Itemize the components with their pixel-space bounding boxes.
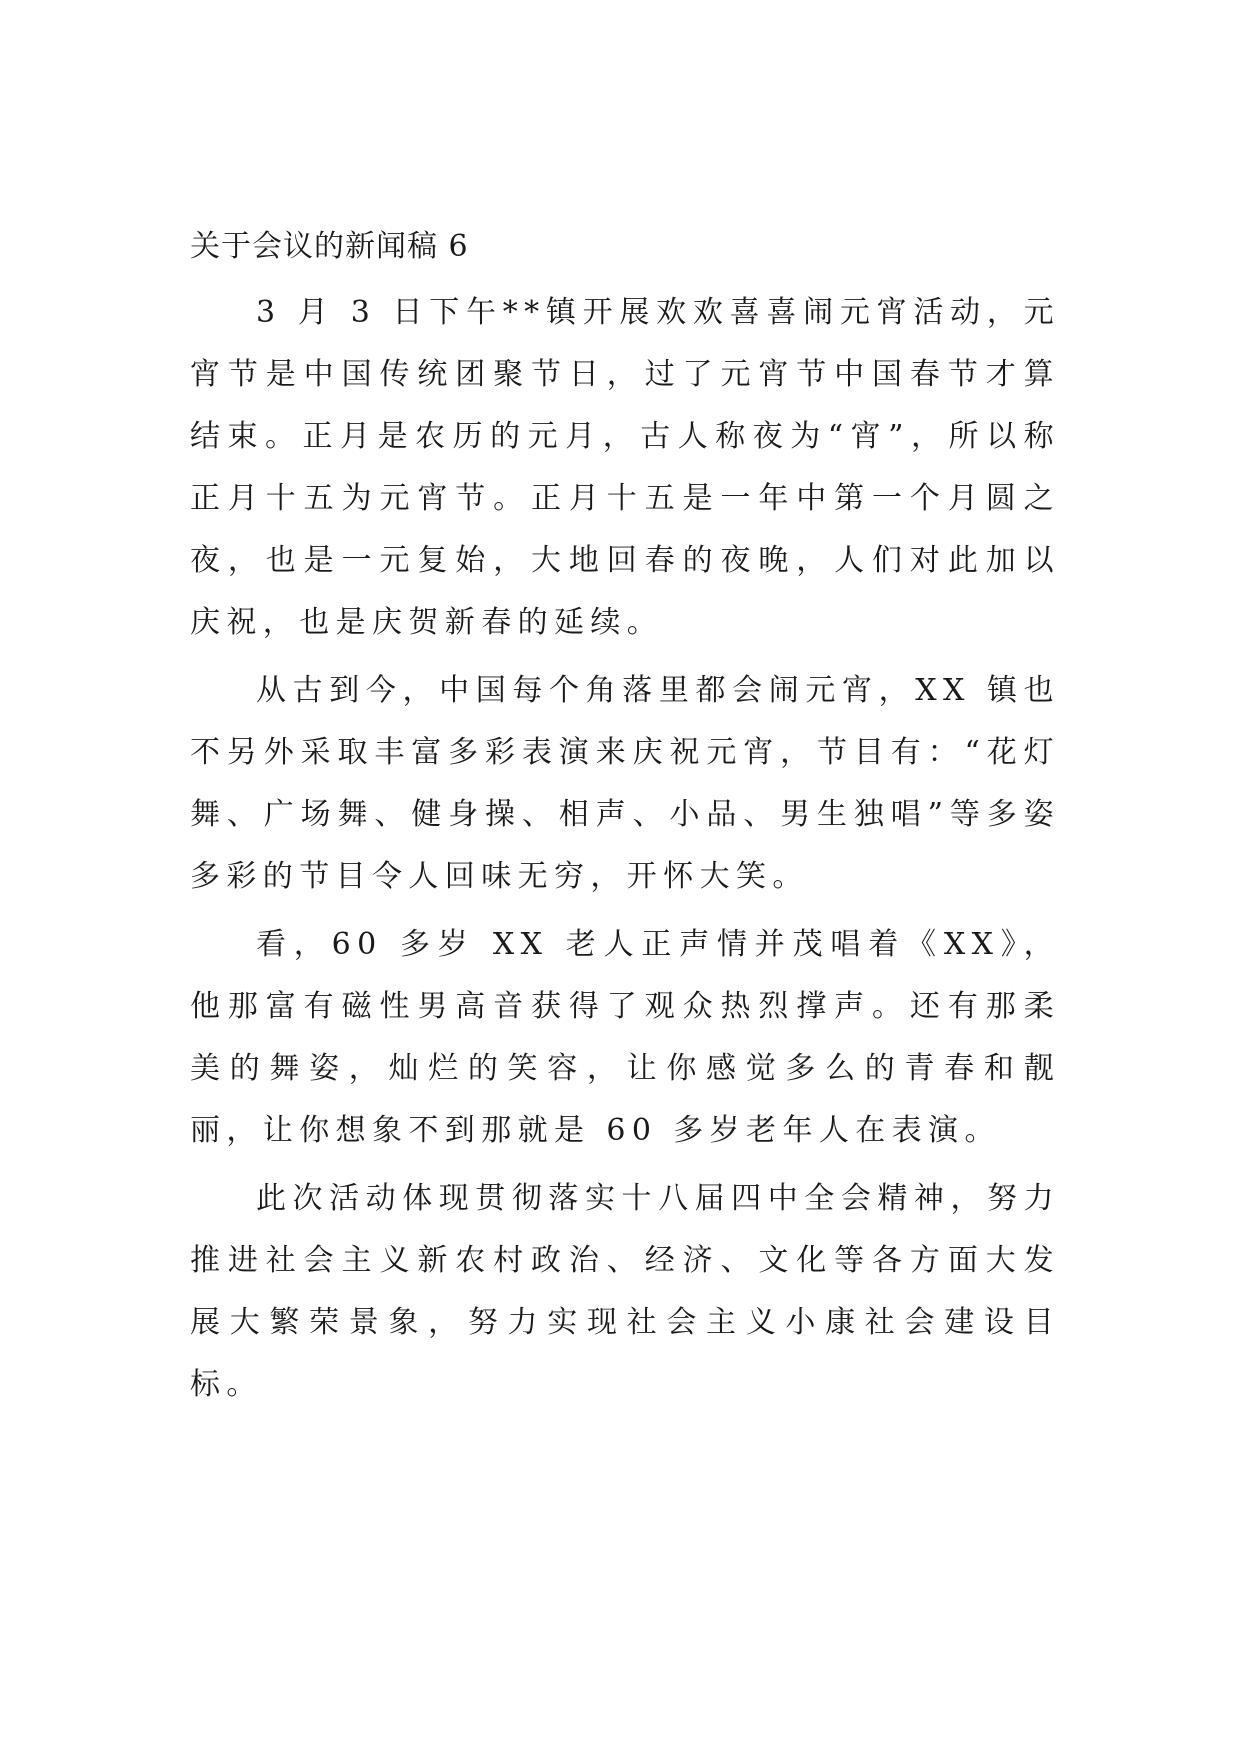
document-body [190,212,1060,1416]
paragraph-1: 3 月 3 日下午**镇开展欢欢喜喜闹元宵活动，元宵节是中国传统团聚节日，过了元宵节中国春节才算结束。正月是农历的元月，古人称夜为“宵”，所以称正月十五为元宵节。正月十五是一年中第一个月圆之夜，也是一元复始，大地回春的夜晚，人们对此加以庆祝，也是庆贺新春的延续。 [190,295,1060,640]
paragraph-4: 此次活动体现贯彻落实十八届四中全会精神，努力推进社会主义新农村政治、经济、文化等各方面大发展大繁荣景象，努力实现社会主义小康社会建设目标。 [190,1181,1060,1402]
document-title: 关于会议的新闻稿 6 [190,229,469,264]
paragraph-3: 看，60 多岁 XX 老人正声情并茂唱着《XX》，他那富有磁性男高音获得了观众热烈撑声。还有那柔美的舞姿，灿烂的笑容，让你感觉多么的青春和靓丽，让你想象不到那就是 60 多岁老年人在表演。 [190,927,1060,1148]
paragraph-2: 从古到今，中国每个角落里都会闹元宵，XX 镇也不另外采取丰富多彩表演来庆祝元宵，节目有：“花灯舞、广场舞、健身操、相声、小品、男生独唱”等多姿多彩的节目令人回味无穷，开怀大笑。 [190,673,1060,894]
